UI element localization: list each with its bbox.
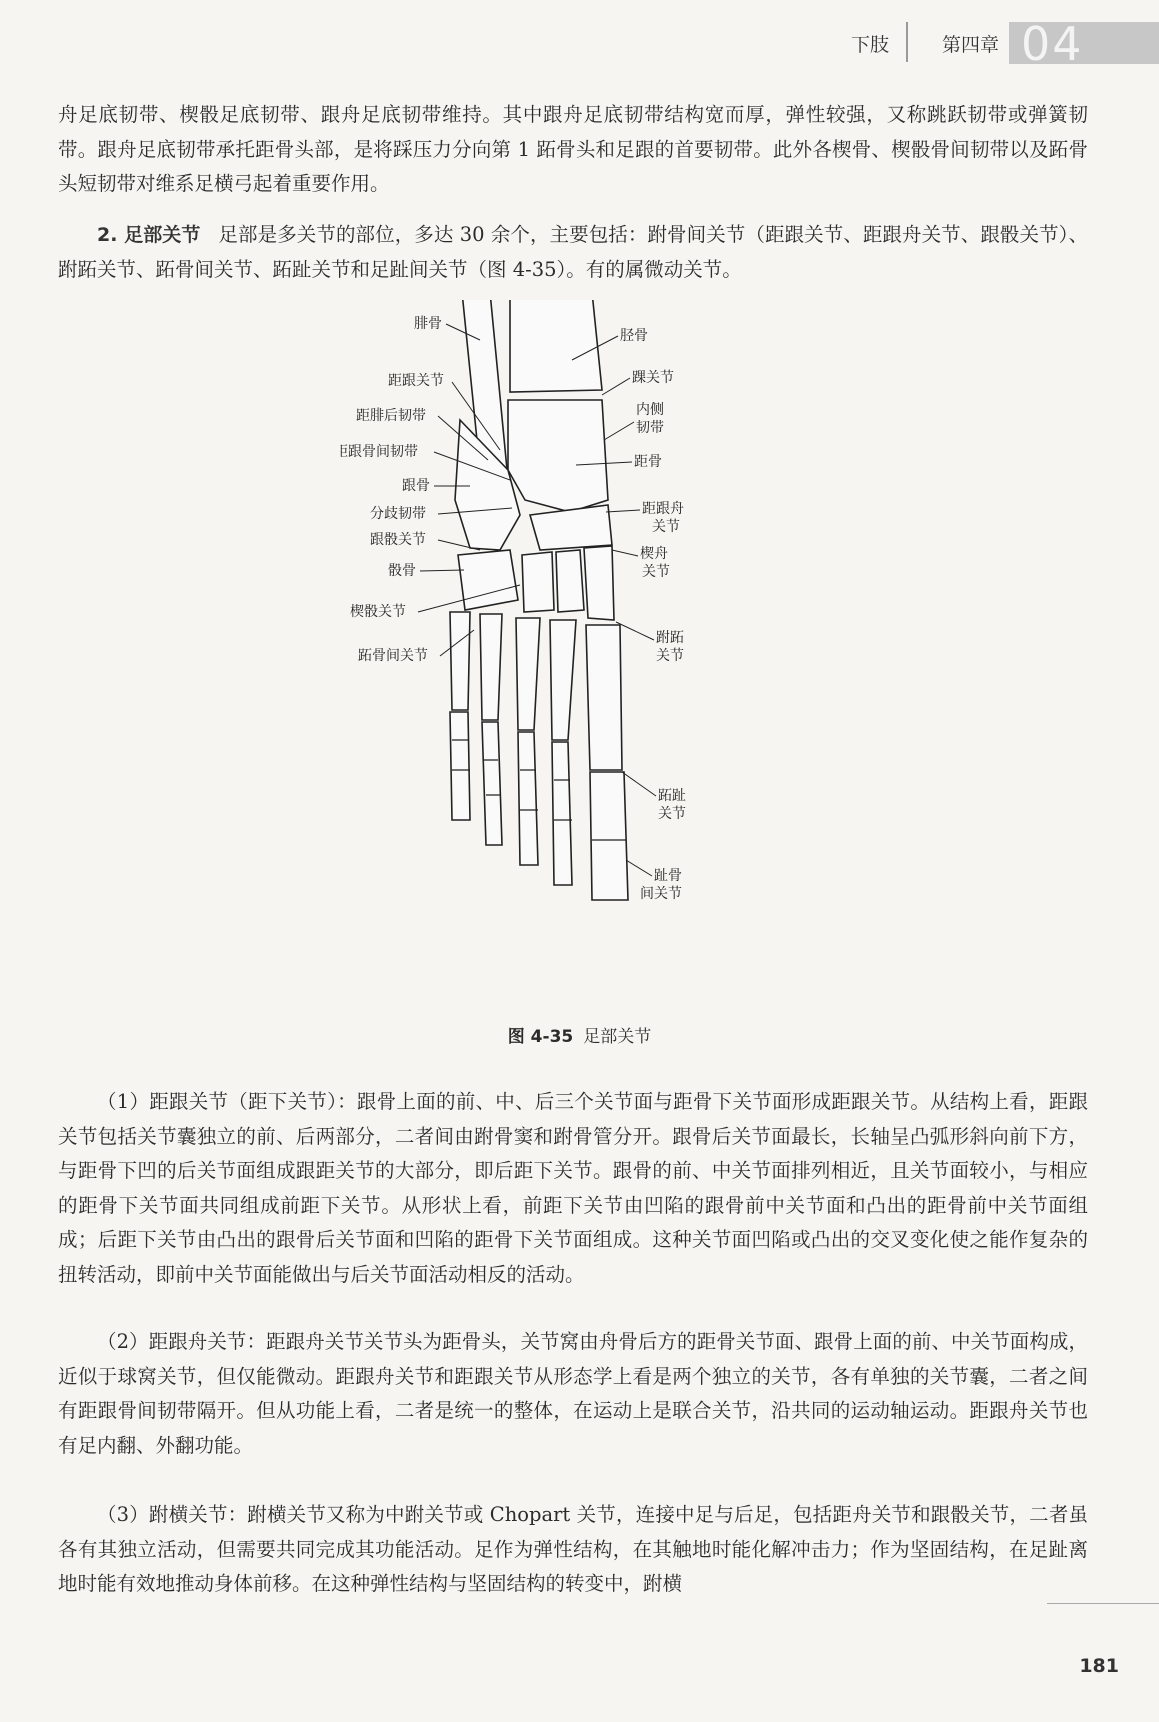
paragraph-ligaments: 舟足底韧带、楔骰足底韧带、跟舟足底韧带维持。其中跟舟足底韧带结构宽而厚，弹性较强，又称跳跃韧带或弹簧韧带。跟舟足底韧带承托距骨头部，是将踩压力分向第 1 跖骨头和足跟的首要韧带。此外各楔骨、楔骰骨间韧带以及跖骨头短韧带对维系足横弓起着重要作用。: [58, 103, 1088, 195]
figure-caption: [0, 1022, 1159, 1047]
label-tarsometatarsal-joint-line1: 跗跖: [656, 630, 684, 646]
margin-rule: [1047, 1603, 1159, 1604]
label-calcaneocuboid-joint: 跟骰关节: [370, 532, 426, 548]
label-medial-ligament-line2: 韧带: [636, 420, 664, 436]
chapter-number-tab: 04: [1009, 22, 1159, 64]
paragraph-foot-joints-text: 足部是多关节的部位，多达 30 余个，主要包括：跗骨间关节（距跟关节、距跟舟关节、跟骰关节）、跗跖关节、跖骨间关节、跖趾关节和足趾间关节（图 4-35）。有的属微动关节。: [58, 223, 1088, 281]
figure-number: 图 4-35: [507, 1027, 574, 1047]
header-divider: [906, 22, 908, 62]
label-interosseous-talocalcaneal-ligament: 距跟骨间韧带: [340, 444, 418, 460]
section-heading: 2. 足部关节: [97, 224, 201, 246]
label-metatarsophalangeal-joint-line2: 关节: [658, 806, 686, 822]
label-bifurcate-ligament: 分歧韧带: [370, 506, 426, 522]
label-cuneonavicular-joint-line2: 关节: [642, 564, 670, 580]
label-tibia: 胫骨: [620, 328, 648, 344]
section-title: 下肢: [850, 34, 889, 56]
label-calcaneus: 跟骨: [402, 478, 430, 494]
label-cuneocuboid-joint: 楔骰关节: [350, 604, 406, 620]
label-subtalar-joint: 距跟关节: [388, 373, 444, 389]
label-cuboid: 骰骨: [388, 563, 416, 579]
chapter-title: 第四章: [941, 34, 999, 56]
paragraph-talocalcaneonavicular-joint: （2）距跟舟关节：距跟舟关节关节头为距骨头，关节窝由舟骨后方的距骨关节面、跟骨上面的前、中关节面构成，近似于球窝关节，但仅能微动。距跟舟关节和距跟关节从形态学上看是两个独立的关节，各有单独的关节囊，二者之间有距跟骨间韧带隔开。但从功能上看，二者是统一的整体，在运动上是联合关节，沿共同的运动轴运动。距跟舟关节也有足内翻、外翻功能。: [58, 1330, 1088, 1457]
label-medial-ligament-line1: 内侧: [636, 402, 664, 418]
foot-joints-figure: [340, 300, 800, 1020]
label-interphalangeal-joint-line2: 间关节: [640, 886, 682, 902]
label-talus: 距骨: [634, 454, 662, 470]
label-intermetatarsal-joint: 跖骨间关节: [358, 648, 428, 664]
paragraph-transverse-tarsal-joint: （3）跗横关节：跗横关节又称为中跗关节或 Chopart 关节，连接中足与后足，包括距舟关节和跟骰关节，二者虽各有其独立活动，但需要共同完成其功能活动。足作为弹性结构，在其触地时能化解冲击力；作为坚固结构，在足趾离地时能有效地推动身体前移。在这种弹性结构与坚固结构的转变中，跗横: [58, 1503, 1088, 1595]
foot-skeleton-illustration: [340, 300, 800, 1020]
label-posterior-talofibular-ligament: 距腓后韧带: [356, 408, 426, 424]
paragraph-foot-joints: [58, 218, 1088, 287]
label-talocalcaneonavicular-joint-line2: 关节: [652, 519, 680, 535]
label-metatarsophalangeal-joint-line1: 跖趾: [658, 788, 686, 804]
label-ankle-joint: 踝关节: [632, 370, 674, 386]
figure-title: 足部关节: [583, 1027, 652, 1047]
page-number: 181: [1079, 1655, 1119, 1677]
label-talocalcaneonavicular-joint-line1: 距跟舟: [642, 501, 684, 517]
label-tarsometatarsal-joint-line2: 关节: [656, 648, 684, 664]
running-header: [819, 17, 1159, 71]
label-fibula: 腓骨: [414, 316, 442, 332]
label-interphalangeal-joint-line1: 趾骨: [654, 868, 682, 884]
paragraph-subtalar-joint: （1）距跟关节（距下关节）：跟骨上面的前、中、后三个关节面与距骨下关节面形成距跟关节。从结构上看，距跟关节包括关节囊独立的前、后两部分，二者间由跗骨窦和跗骨管分开。跟骨后关节面最长，长轴呈凸弧形斜向前下方，与距骨下凹的后关节面组成跟距关节的大部分，即后距下关节。跟骨的前、中关节面排列相近，且关节面较小，与相应的距骨下关节面共同组成前距下关节。从形状上看，前距下关节由凹陷的跟骨前中关节面和凸出的距骨前中关节面组成；后距下关节由凸出的跟骨后关节面和凹陷的距骨下关节面组成。这种关节面凹陷或凸出的交叉变化使之能作复杂的扭转活动，即前中关节面能做出与后关节面活动相反的活动。: [58, 1090, 1088, 1286]
label-cuneonavicular-joint-line1: 楔舟: [640, 546, 668, 562]
